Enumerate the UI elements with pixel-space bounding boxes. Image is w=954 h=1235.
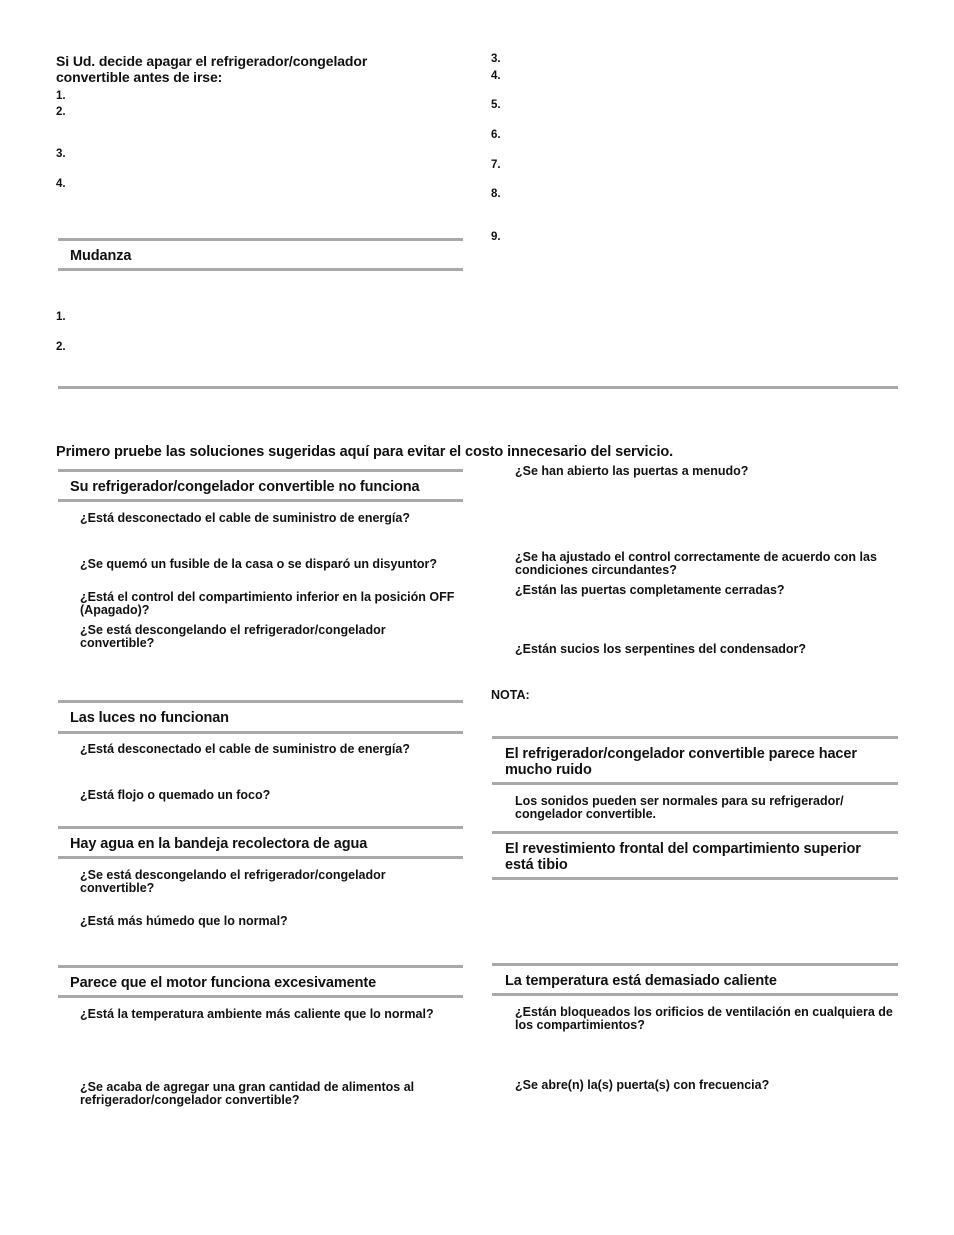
question-item: ¿Está desconectado el cable de suministro de energía? — [80, 742, 410, 756]
section-title-motor: Parece que el motor funciona excesivamente — [70, 975, 377, 991]
question-item: ¿Está el control del compartimiento inferior en la posición OFF (Apagado)? — [80, 590, 455, 617]
question-item: ¿Se han abierto las puertas a menudo? — [515, 464, 749, 478]
section-title-warm-front: El revestimiento frontal del compartimiento superior está tibio — [505, 841, 861, 873]
section-title-not-working: Su refrigerador/congelador convertible no funciona — [70, 479, 420, 495]
section-title-noise: El refrigerador/congelador convertible parece hacer mucho ruido — [505, 746, 857, 778]
list-number: 1. — [56, 90, 66, 102]
section-rule — [58, 469, 463, 472]
list-number: 1. — [56, 311, 66, 323]
section-rule — [492, 993, 898, 996]
note-label: NOTA: — [491, 688, 530, 702]
question-item: ¿Se ha ajustado el control correctamente de acuerdo con las condiciones circundantes? — [515, 550, 877, 577]
section-rule — [58, 856, 463, 859]
list-number: 5. — [491, 99, 501, 111]
list-number: 2. — [56, 106, 66, 118]
question-item: ¿Están las puertas completamente cerradas? — [515, 583, 785, 597]
troubleshooting-intro: Primero pruebe las soluciones sugeridas aquí para evitar el costo innecesario del servicio. — [56, 444, 674, 460]
section-rule — [58, 826, 463, 829]
section-rule — [492, 831, 898, 834]
question-item: ¿Se quemó un fusible de la casa o se disparó un disyuntor? — [80, 557, 438, 571]
section-rule — [58, 965, 463, 968]
list-number: 8. — [491, 188, 501, 200]
question-item: ¿Está la temperatura ambiente más caliente que lo normal? — [80, 1007, 434, 1021]
question-item: ¿Se está descongelando el refrigerador/congelador convertible? — [80, 868, 386, 895]
list-number: 4. — [56, 178, 66, 190]
question-item: ¿Está desconectado el cable de suministro de energía? — [80, 511, 410, 525]
list-number: 3. — [491, 53, 501, 65]
section-rule — [58, 995, 463, 998]
noise-text: Los sonidos pueden ser normales para su refrigerador/ congelador convertible. — [515, 794, 844, 821]
list-number: 7. — [491, 159, 501, 171]
section-rule — [58, 731, 463, 734]
section-rule — [492, 782, 898, 785]
question-item: ¿Se está descongelando el refrigerador/congelador convertible? — [80, 623, 386, 650]
question-item: ¿Se abre(n) la(s) puerta(s) con frecuencia? — [515, 1078, 770, 1092]
section-rule — [492, 736, 898, 739]
section-rule — [58, 238, 463, 241]
section-title-too-warm: La temperatura está demasiado caliente — [505, 973, 777, 989]
question-item: ¿Están sucios los serpentines del condensador? — [515, 642, 807, 656]
section-rule — [58, 268, 463, 271]
list-number: 6. — [491, 129, 501, 141]
section-title-lights: Las luces no funcionan — [70, 710, 229, 726]
question-item: ¿Está flojo o quemado un foco? — [80, 788, 271, 802]
list-number: 9. — [491, 231, 501, 243]
question-item: ¿Está más húmedo que lo normal? — [80, 914, 288, 928]
list-number: 2. — [56, 341, 66, 353]
section-rule — [58, 700, 463, 703]
section-rule — [492, 877, 898, 880]
question-item: ¿Se acaba de agregar una gran cantidad de alimentos al refrigerador/congelador convertible? — [80, 1080, 415, 1107]
section-rule — [58, 499, 463, 502]
page-divider — [58, 386, 898, 389]
question-item: ¿Están bloqueados los orificios de ventilación en cualquiera de los compartimientos? — [515, 1005, 893, 1032]
shutdown-heading: Si Ud. decide apagar el refrigerador/congelador convertible antes de irse: — [56, 53, 368, 85]
list-number: 3. — [56, 148, 66, 160]
section-title-water-pan: Hay agua en la bandeja recolectora de agua — [70, 836, 368, 852]
list-number: 4. — [491, 70, 501, 82]
section-title-moving: Mudanza — [70, 248, 132, 264]
section-rule — [492, 963, 898, 966]
